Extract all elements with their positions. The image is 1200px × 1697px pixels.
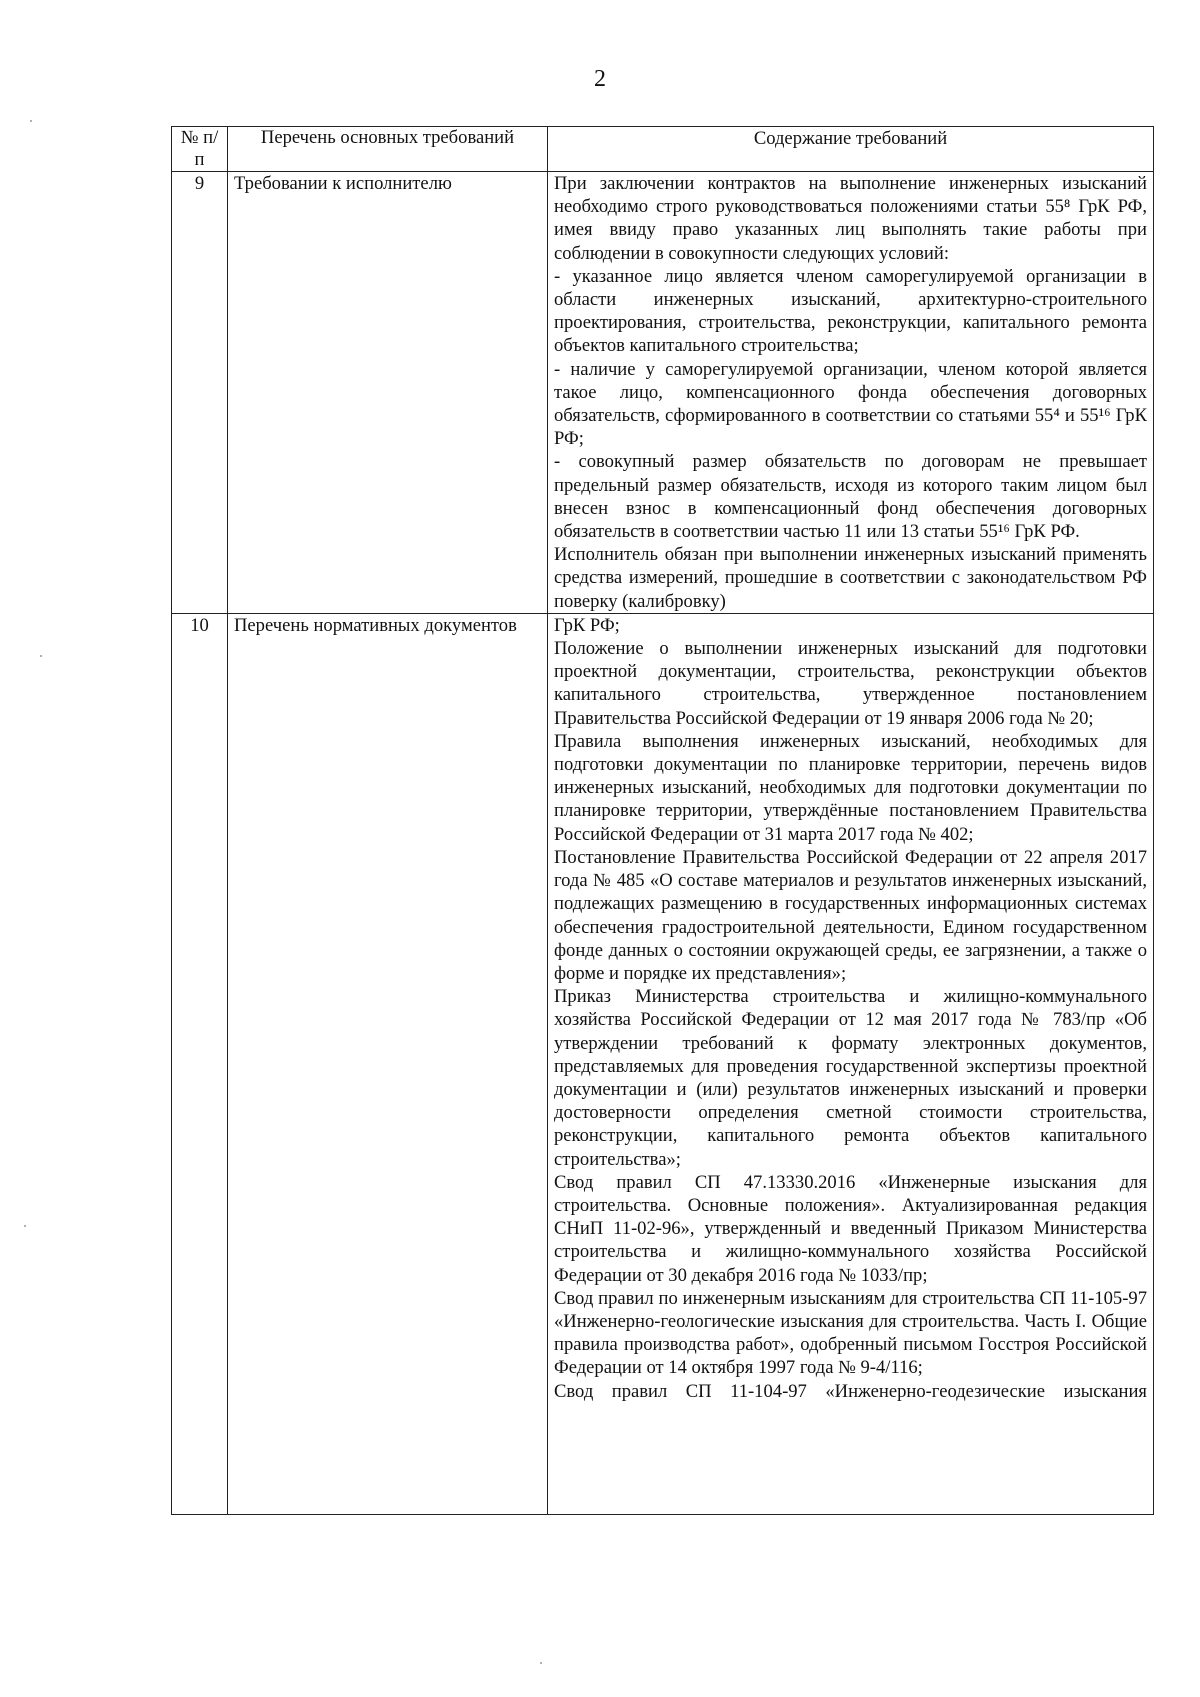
header-number: № п/п (172, 127, 228, 172)
content-paragraph: Свод правил СП 11-104-97 «Инженерно-геодезические изыскания (554, 1380, 1147, 1402)
table-row (172, 172, 1154, 614)
scan-speck (540, 1662, 542, 1664)
row-number: 10 (172, 613, 228, 1514)
row-number: 9 (172, 172, 228, 614)
content-paragraph: Положение о выполнении инженерных изысканий для подготовки проектной документации, строительства, реконструкции объектов капитального строительства, утвержденное постановлением Правительства Российской Федерации от 19 января 2006 года № 20; (554, 638, 1147, 729)
content-paragraph: - совокупный размер обязательств по договорам не превышает предельный размер обязательств, исходя из которого таким лицом был внесен взнос в компенсационный фонд обеспечения договорных обязательств в соответствии частью 11 или 13 статьи 55¹⁶ ГрК РФ. (554, 451, 1147, 543)
content-paragraph: Приказ Министерства строительства и жилищно-коммунального хозяйства Российской Федерации от 12 мая 2017 года № 783/пр «Об утверждении требований к формату электронных документов, представляемых для проведения государственной экспертизы проектной документации и (или) результатов инженерных изысканий и проверки достоверности определения сметной стоимости строительства, реконструкции, капитального ремонта объектов капитального строительства»; (554, 986, 1147, 1170)
row-requirement-name: Перечень нормативных документов (228, 613, 548, 1514)
row-requirement-name: Требовании к исполнителю (228, 172, 548, 614)
scan-speck (40, 655, 42, 657)
scan-speck (24, 1225, 26, 1227)
content-paragraph: - указанное лицо является членом саморегулируемой организации в области инженерных изысканий, архитектурно-строительного проектирования, строительства, реконструкции, капитального ремонта объектов капитального строительства; (554, 265, 1147, 357)
row-requirement-content (548, 172, 1154, 614)
header-requirement-name: Перечень основных требований (228, 127, 548, 172)
requirements-table (171, 126, 1154, 1515)
content-paragraph: Исполнитель обязан при выполнении инженерных изысканий применять средства измерений, прошедшие в соответствии с законодательством РФ поверку (калибровку) (554, 544, 1147, 612)
content-paragraph: Свод правил по инженерным изысканиям для строительства СП 11-105-97 «Инженерно-геологические изыскания для строительства. Часть I. Общие правила производства работ», одобренный письмом Госстроя Российской Федерации от 14 октября 1997 года № 9-4/116; (554, 1287, 1147, 1379)
content-paragraph: При заключении контрактов на выполнение инженерных изысканий необходимо строго руководствоваться положениями статьи 55⁸ ГрК РФ, имея ввиду право указанных лиц выполнять такие работы при соблюдении в совокупности следующих условий: (554, 173, 1147, 264)
table-row (172, 613, 1154, 1514)
scan-speck (30, 120, 32, 122)
content-paragraph: Постановление Правительства Российской Федерации от 22 апреля 2017 года № 485 «О составе материалов и результатов инженерных изысканий, подлежащих размещению в государственных информационных системах обеспечения градостроительной деятельности, Едином государственном фонде данных о состоянии окружающей среды, ее загрязнении, а также о форме и порядке их представления»; (554, 846, 1147, 984)
table-header-row (172, 127, 1154, 172)
content-paragraph: ГрК РФ; (554, 614, 620, 636)
header-requirement-content: Содержание требований (548, 127, 1154, 172)
content-paragraph: - наличие у саморегулируемой организации, членом которой является такое лицо, компенсационного фонда обеспечения договорных обязательств, сформированного в соответствии со статьями 55⁴ и 55¹⁶ ГрК РФ; (554, 358, 1147, 450)
row-requirement-content (548, 613, 1154, 1514)
content-paragraph: Правила выполнения инженерных изысканий, необходимых для подготовки документации по планировке территории, перечень видов инженерных изысканий, необходимых для подготовки документации по планировке территории, утверждённые постановлением Правительства Российской Федерации от 31 марта 2017 года № 402; (554, 730, 1147, 845)
content-paragraph: Свод правил СП 47.13330.2016 «Инженерные изыскания для строительства. Основные положения». Актуализированная редакция СНиП 11-02-96», утвержденный и введенный Приказом Министерства строительства и жилищно-коммунального хозяйства Российской Федерации от 30 декабря 2016 года № 1033/пр; (554, 1171, 1147, 1286)
page-number: 2 (594, 66, 606, 92)
